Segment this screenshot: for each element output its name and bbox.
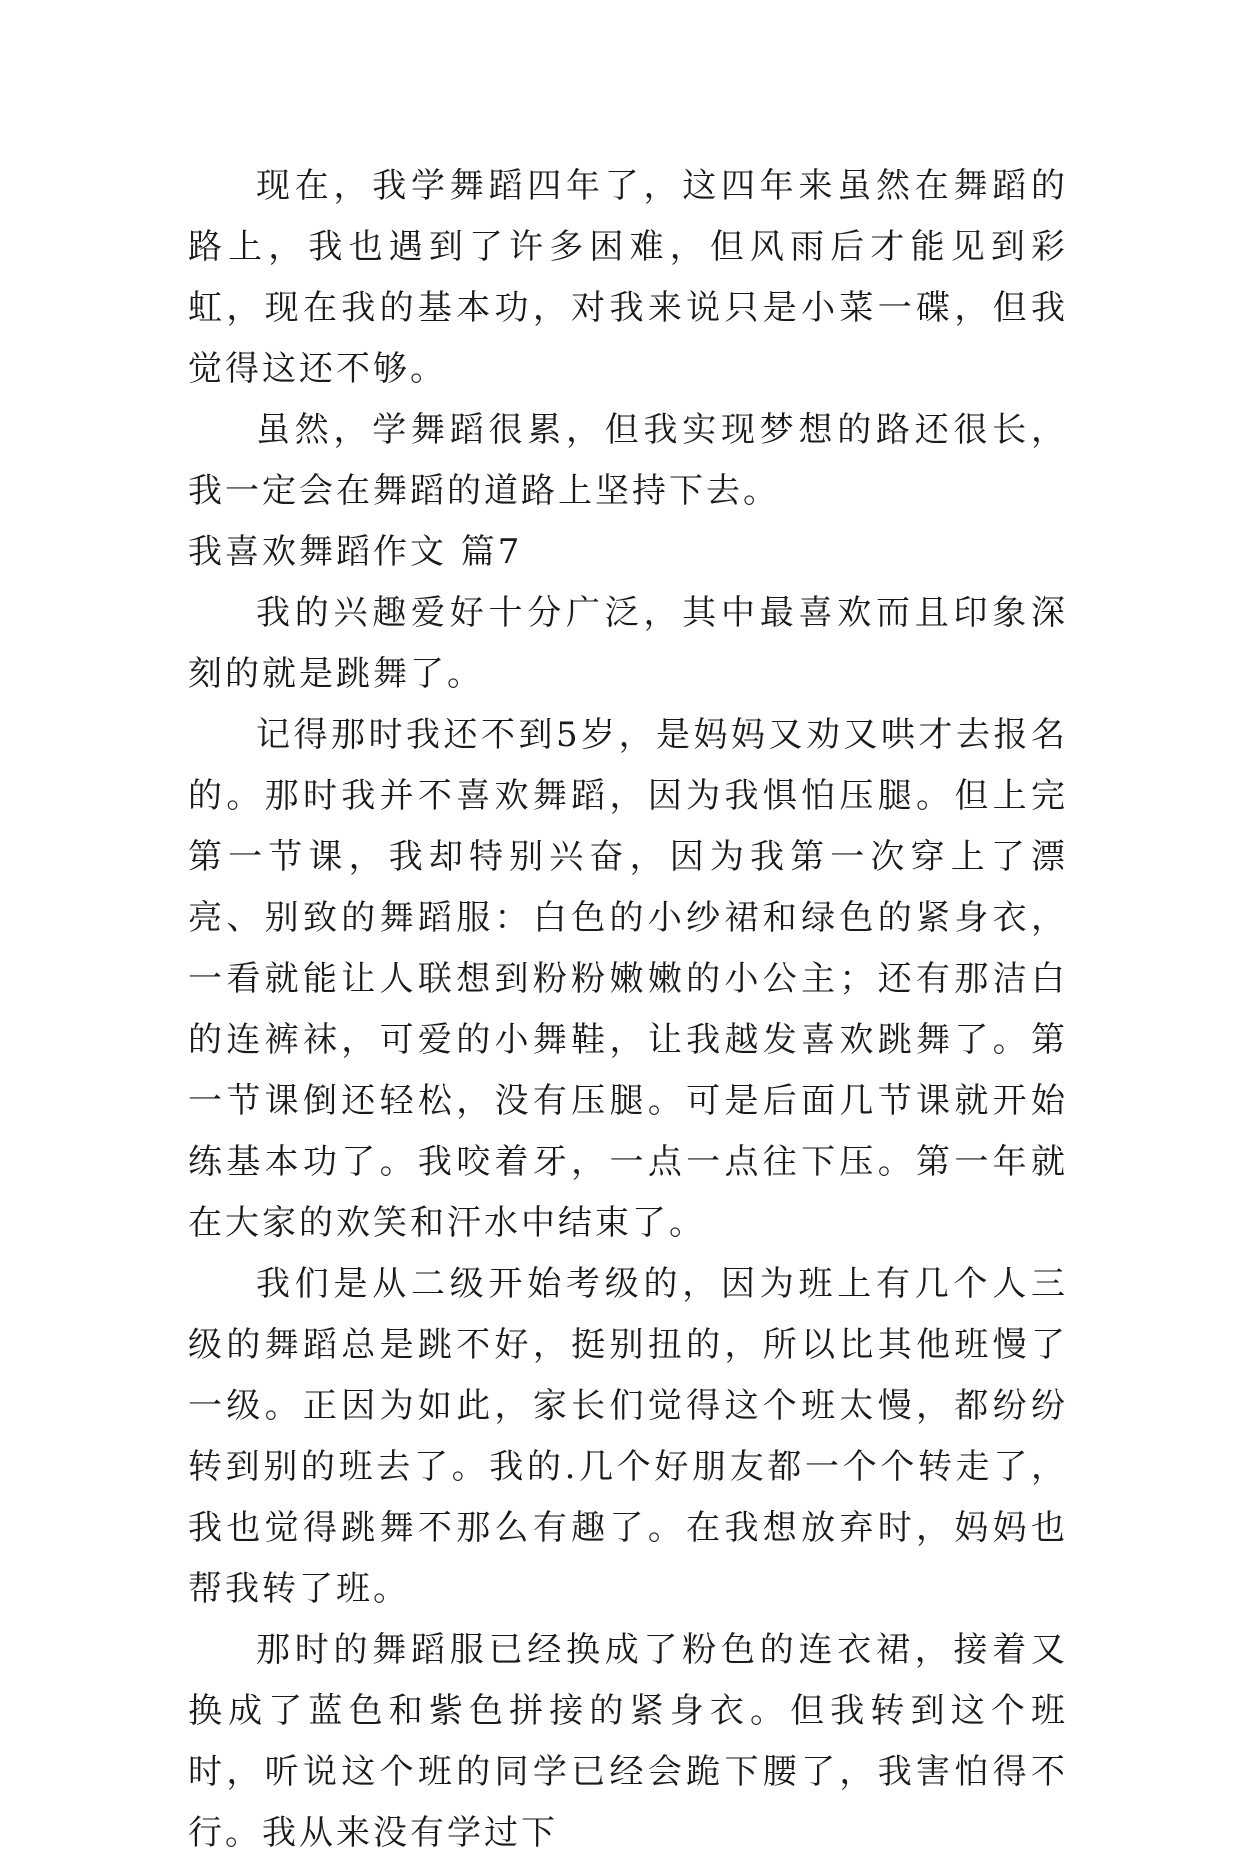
paragraph-5: 我们是从二级开始考级的，因为班上有几个人三级的舞蹈总是跳不好，挺别扭的，所以比其他班慢了一级。正因为如此，家长们觉得这个班太慢，都纷纷转到别的班去了。我的.几个好朋友都一个个转走了，我也觉得跳舞不那么有趣了。在我想放弃时，妈妈也帮我转了班。 bbox=[188, 1264, 1068, 1609]
paragraph-6: 那时的舞蹈服已经换成了粉色的连衣裙，接着又换成了蓝色和紫色拼接的紧身衣。但我转到这个班时，听说这个班的同学已经会跪下腰了，我害怕得不行。我从来没有学过下 bbox=[188, 1630, 1068, 1853]
paragraph-3: 我的兴趣爱好十分广泛，其中最喜欢而且印象深刻的就是跳舞了。 bbox=[188, 593, 1068, 694]
document-body bbox=[188, 156, 1068, 1864]
paragraph-4: 记得那时我还不到5岁，是妈妈又劝又哄才去报名的。那时我并不喜欢舞蹈，因为我惧怕压腿。但上完第一节课，我却特别兴奋，因为我第一次穿上了漂亮、别致的舞蹈服：白色的小纱裙和绿色的紧身衣，一看就能让人联想到粉粉嫩嫩的小公主；还有那洁白的连裤袜，可爱的小舞鞋，让我越发喜欢跳舞了。第一节课倒还轻松，没有压腿。可是后面几节课就开始练基本功了。我咬着牙，一点一点往下压。第一年就在大家的欢笑和汗水中结束了。 bbox=[188, 715, 1068, 1243]
section-heading: 我喜欢舞蹈作文 篇7 bbox=[188, 532, 523, 572]
paragraph-1: 现在，我学舞蹈四年了，这四年来虽然在舞蹈的路上，我也遇到了许多困难，但风雨后才能见到彩虹，现在我的基本功，对我来说只是小菜一碟，但我觉得这还不够。 bbox=[188, 166, 1068, 389]
paragraph-2: 虽然，学舞蹈很累，但我实现梦想的路还很长，我一定会在舞蹈的道路上坚持下去。 bbox=[188, 410, 1068, 511]
